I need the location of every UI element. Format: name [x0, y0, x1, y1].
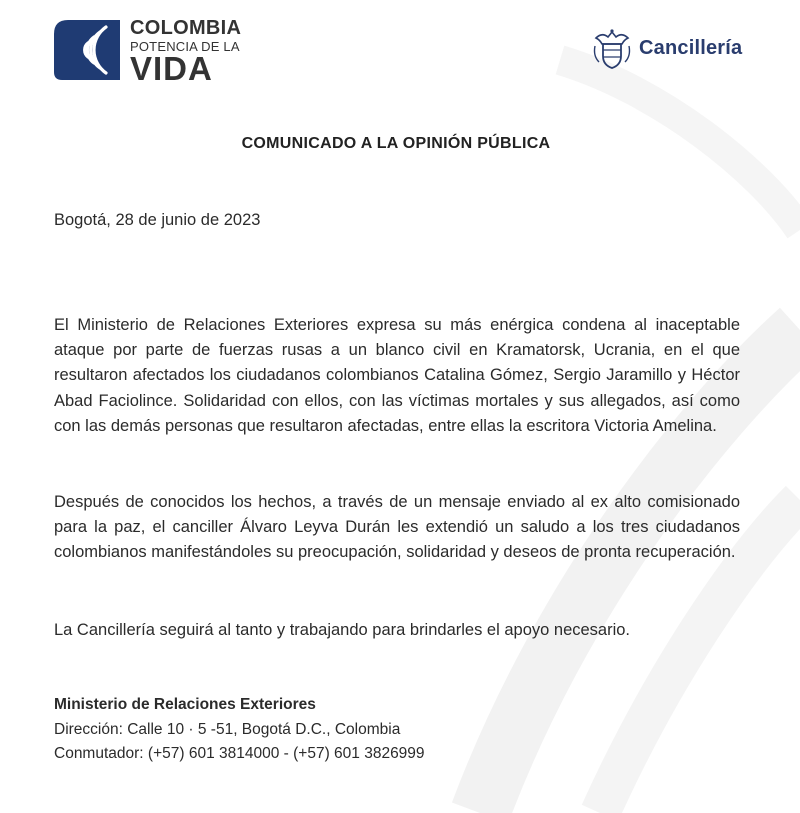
logo-line-potencia: POTENCIA DE LA [130, 39, 240, 54]
sound-waves-icon [54, 20, 120, 80]
footer-address: Dirección: Calle 10 · 5 -51, Bogotá D.C., Colombia [54, 720, 401, 738]
paragraph-support: La Cancillería seguirá al tanto y trabajando para brindarles el apoyo necesario. [54, 621, 631, 639]
footer-phone: Conmutador: (+57) 601 3814000 - (+57) 601 3826999 [54, 745, 425, 762]
logo-line-vida: VIDA [130, 50, 213, 87]
document-date: Bogotá, 28 de junio de 2023 [54, 211, 261, 229]
paragraph-greeting: Después de conocidos los hechos, a través de un mensaje enviado al ex alto comisionado para la paz, el canciller Álvaro Leyva Durán les extendió un saludo a los tres ciudadanos colombianos manifestándoles su preocupación, solidaridad y deseos de pronta recuperación. [54, 493, 740, 562]
footer-ministry: Ministerio de Relaciones Exteriores [54, 696, 316, 713]
paragraph-condemnation: El Ministerio de Relaciones Exteriores expresa su más enérgica condena al inaceptable ataque por parte de fuerzas rusas a un blanco civil en Kramatorsk, Ucrania, en el que resultaron afectados los ciudadanos colombianos Catalina Gómez, Sergio Jaramillo y Héctor Abad Faciolince. Solidaridad con ellos, con las víctimas mortales y sus allegados, así como con las demás personas que resultaron afectadas, entre ellas la escritora Victoria Amelina. [54, 316, 740, 435]
letterhead [0, 0, 800, 100]
logo-wordmark [130, 17, 290, 87]
logo-line-colombia: COLOMBIA [130, 17, 242, 39]
contact-footer [54, 693, 425, 767]
document-title: COMUNICADO A LA OPINIÓN PÚBLICA [241, 135, 551, 152]
colombia-potencia-logo [54, 17, 254, 87]
cancilleria-wordmark: Cancillería [639, 37, 743, 59]
cancilleria-logo [592, 28, 762, 70]
coat-of-arms-icon [592, 28, 632, 70]
